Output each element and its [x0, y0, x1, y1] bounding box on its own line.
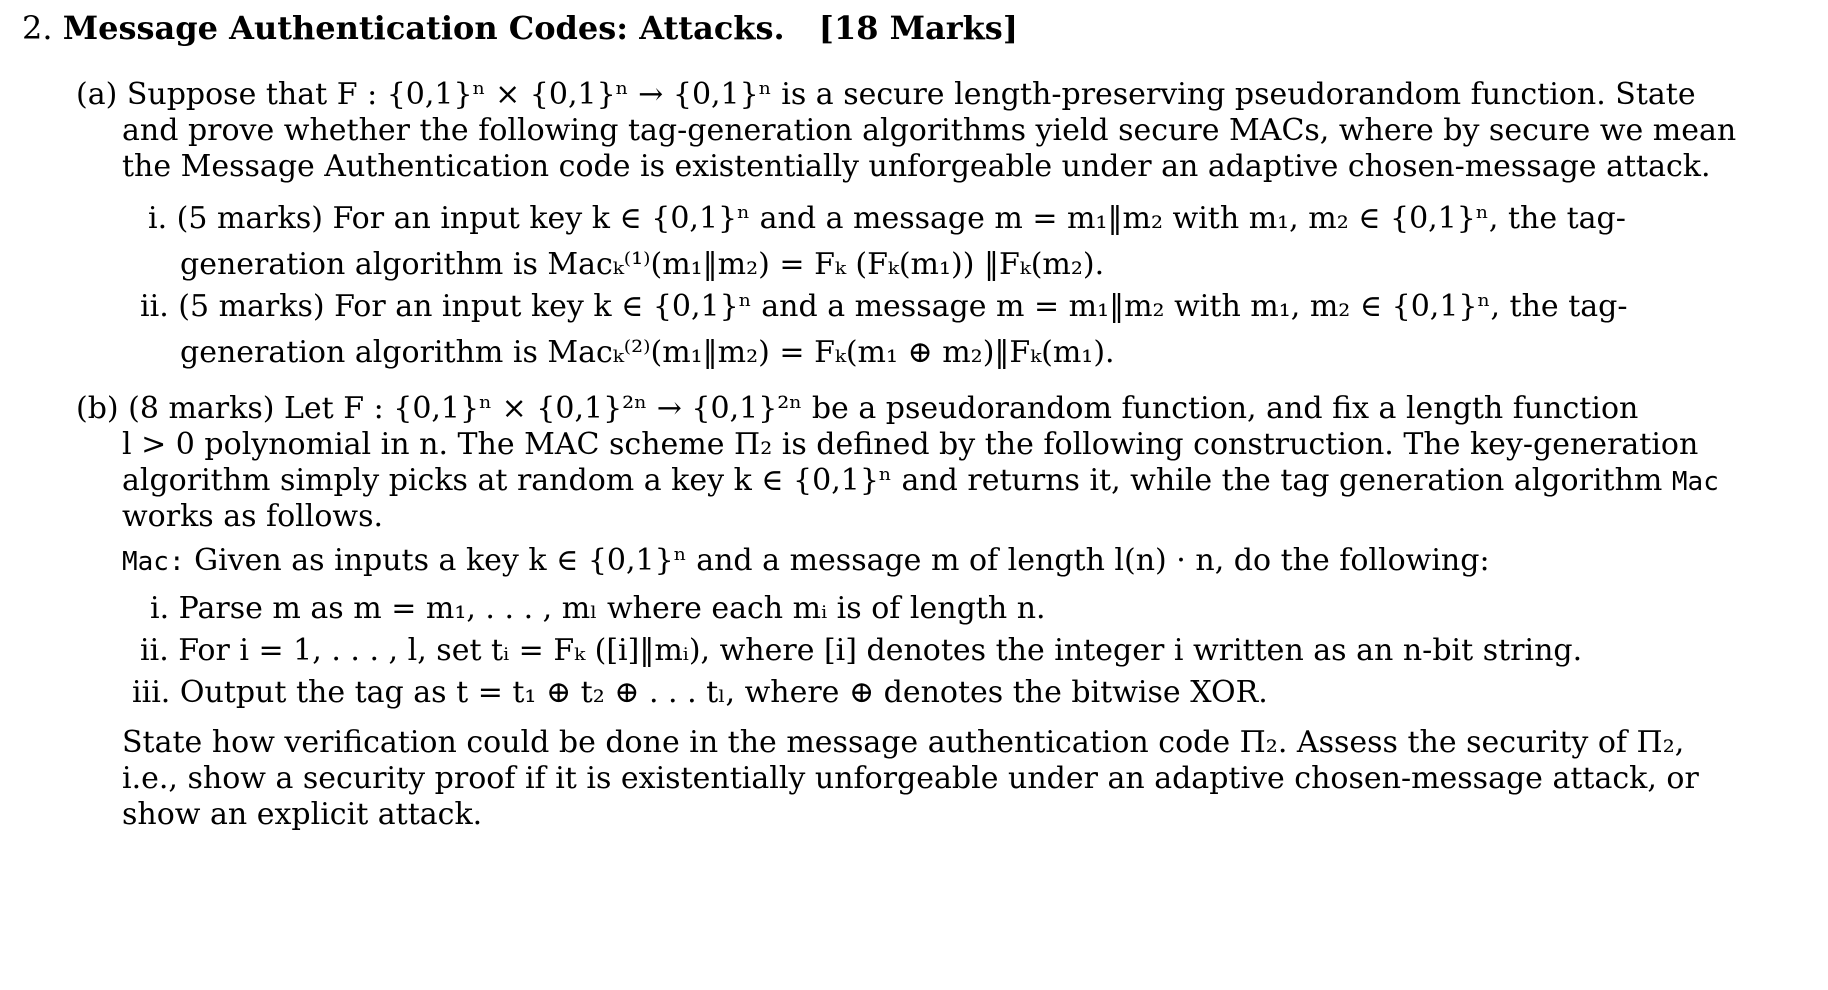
part-b-line-3-mac-code: Mac — [1671, 467, 1719, 497]
mac-text: Given as inputs a key k ∈ {0,1}ⁿ and a message m of length l(n) · n, do the following: — [184, 543, 1490, 578]
closing-line-2: i.e., show a security proof if it is existentially unforgeable under an adaptive chosen-message attack, or — [122, 761, 1699, 796]
part-a-item-1-line-1: i. (5 marks) For an input key k ∈ {0,1}ⁿ and a message m = m₁‖m₂ with m₁, m₂ ∈ {0,1}ⁿ, the tag- — [148, 201, 1626, 236]
part-a-line-1: (a) Suppose that F : {0,1}ⁿ × {0,1}ⁿ → {0,1}ⁿ is a secure length-preserving pseudorandom function. State — [76, 77, 1696, 112]
part-b-line-4: works as follows. — [122, 499, 384, 534]
part-b-line-3-text: algorithm simply picks at random a key k ∈ {0,1}ⁿ and returns it, while the tag generation algorithm — [122, 463, 1663, 498]
question-title: Message Authentication Codes: Attacks. — [62, 9, 785, 47]
mac-label: Mac: — [122, 547, 185, 577]
part-a-item-1-line-2: generation algorithm is Macₖ⁽¹⁾(m₁‖m₂) = Fₖ (Fₖ(m₁)) ‖Fₖ(m₂). — [180, 247, 1105, 282]
question-heading — [22, 10, 1018, 47]
part-a-line-3: the Message Authentication code is existentially unforgeable under an adaptive chosen-message attack. — [122, 149, 1711, 184]
part-a-line-2: and prove whether the following tag-generation algorithms yield secure MACs, where by secure we mean — [122, 113, 1737, 148]
closing-line-3: show an explicit attack. — [122, 797, 483, 832]
step-2: ii. For i = 1, . . . , l, set tᵢ = Fₖ ([i]‖mᵢ), where [i] denotes the integer i written as an n-bit string. — [140, 633, 1583, 668]
mac-definition — [122, 544, 1490, 579]
question-number: 2. — [22, 9, 53, 47]
question-marks: [18 Marks] — [818, 9, 1018, 47]
part-a-item-2-line-2: generation algorithm is Macₖ⁽²⁾(m₁‖m₂) = Fₖ(m₁ ⊕ m₂)‖Fₖ(m₁). — [180, 335, 1115, 370]
part-b-line-2: l > 0 polynomial in n. The MAC scheme Π₂ is defined by the following construction. The key-generation — [122, 427, 1699, 462]
part-b-line-3 — [122, 464, 1719, 499]
step-1: i. Parse m as m = m₁, . . . , mₗ where each mᵢ is of length n. — [150, 591, 1046, 626]
closing-line-1: State how verification could be done in the message authentication code Π₂. Assess the security of Π₂, — [122, 725, 1685, 760]
part-b-line-1: (b) (8 marks) Let F : {0,1}ⁿ × {0,1}²ⁿ → {0,1}²ⁿ be a pseudorandom function, and fix a length function — [76, 391, 1639, 426]
part-a-item-2-line-1: ii. (5 marks) For an input key k ∈ {0,1}ⁿ and a message m = m₁‖m₂ with m₁, m₂ ∈ {0,1}ⁿ, the tag- — [140, 289, 1628, 324]
step-3: iii. Output the tag as t = t₁ ⊕ t₂ ⊕ . . . tₗ, where ⊕ denotes the bitwise XOR. — [132, 675, 1268, 710]
